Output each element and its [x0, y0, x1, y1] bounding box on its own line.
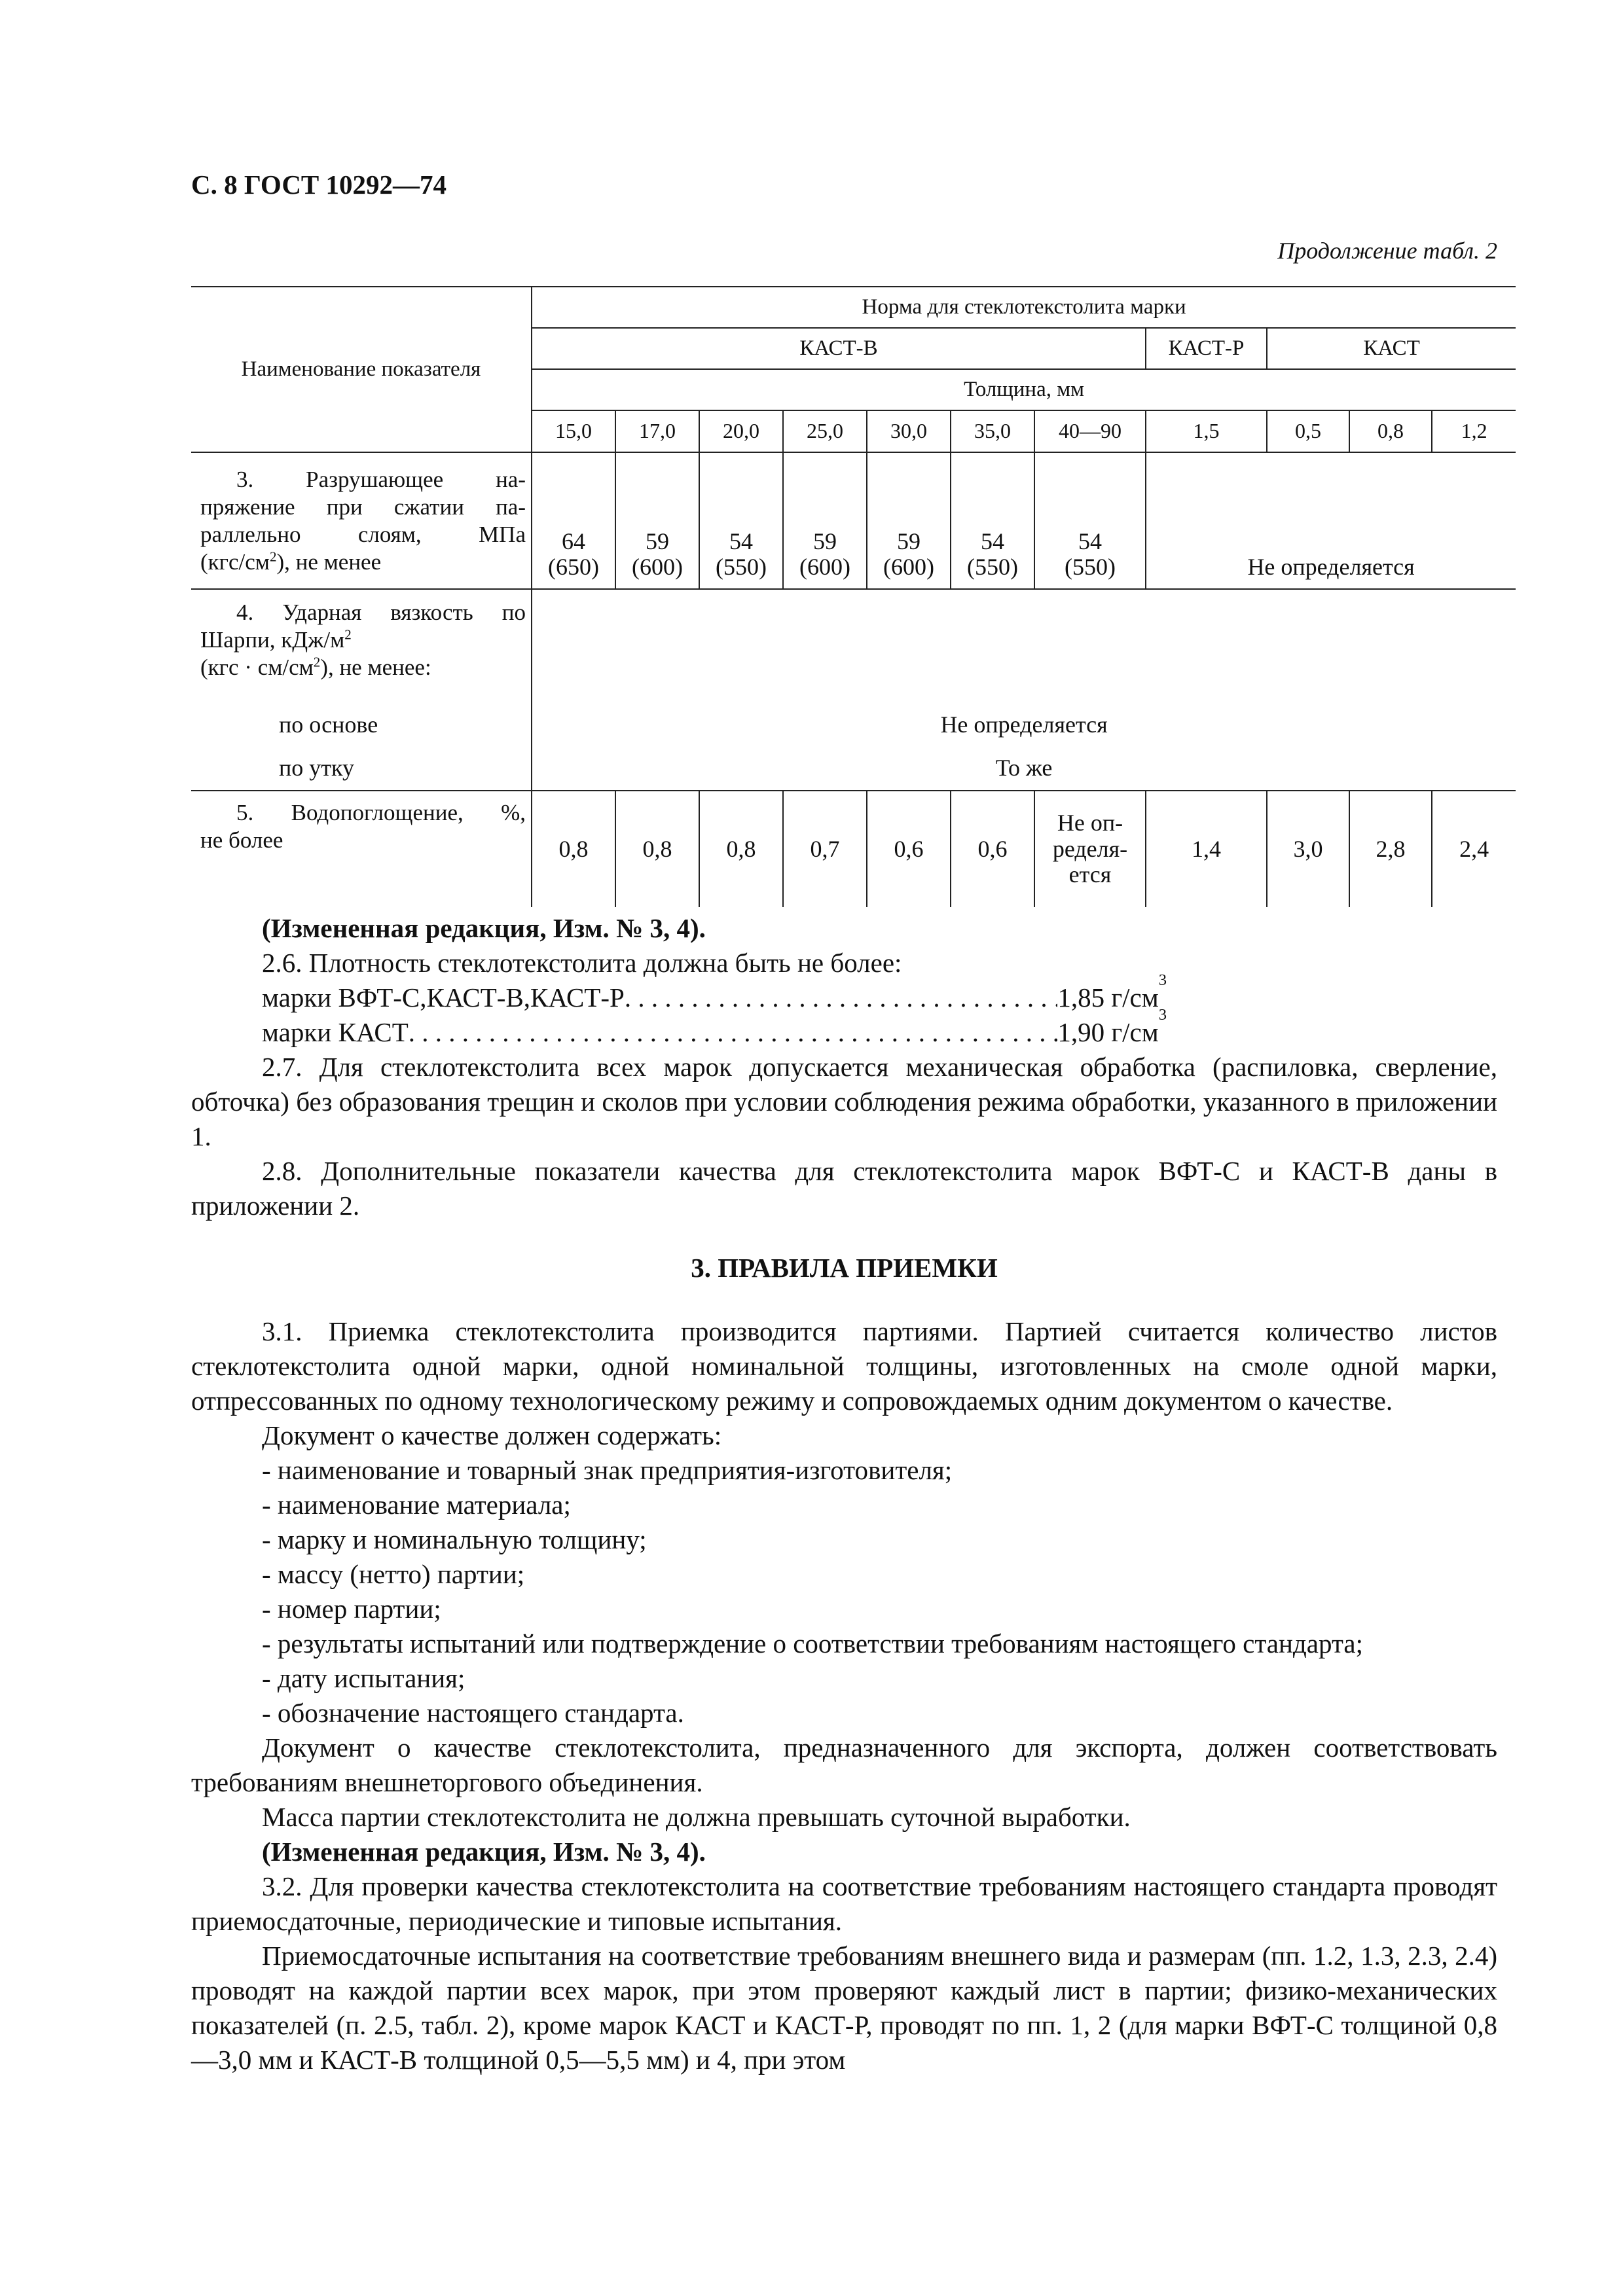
not-determined-cell: Не определяется: [1146, 452, 1516, 589]
list-item: - дату испытания;: [262, 1663, 465, 1693]
row-label-compression: [191, 452, 532, 589]
table-row-compression: [191, 452, 1516, 589]
list-item: - массу (нетто) партии;: [262, 1559, 525, 1589]
paragraph-2-6: 2.6. Плотность стеклотекстолита должна быть не более:: [262, 948, 902, 978]
norm-header: Норма для стеклотекстолита марки: [532, 287, 1516, 328]
value-cell: 0,6: [951, 791, 1034, 907]
list-item: - результаты испытаний или подтверждение о соответствии требованиям настоящего стандарта;: [262, 1628, 1363, 1659]
value-cell: 2,4: [1432, 791, 1516, 907]
label-line: не более: [200, 827, 283, 853]
paragraph-2-8: 2.8. Дополнительные показатели качества для стеклотекстолита марок ВФТ-С и КАСТ-В даны в приложении 2.: [191, 1156, 1497, 1221]
label-line: 5. Водопоглощение, %,: [236, 800, 526, 825]
table-row-impact-weft: [191, 747, 1516, 791]
thickness-cell: 0,5: [1267, 410, 1349, 452]
list-item: - наименование и товарный знак предприятия-изготовителя;: [262, 1455, 953, 1485]
thickness-cell: 1,2: [1432, 410, 1516, 452]
grade-kast-r: КАСТ-Р: [1146, 328, 1267, 369]
row-label-water: [191, 791, 532, 907]
thickness-cell: 40—90: [1034, 410, 1146, 452]
label-line: раллельно слоям, МПа: [200, 521, 526, 547]
value-cell: 1,4: [1146, 791, 1267, 907]
label-line: Шарпи, кДж/$м^2$: [200, 626, 352, 653]
paragraph-3-2: 3.2. Для проверки качества стеклотекстолита на соответствие требованиям настоящего стандарта проводят приемосдаточные, периодические и типовые испытания.: [191, 1871, 1497, 1936]
table-header-row: [191, 287, 1516, 328]
table-caption: Продолжение табл. 2: [1277, 238, 1497, 264]
paragraph-2-7: 2.7. Для стеклотекстолита всех марок допускается механическая обработка (распиловка, сверление, обточка) без образования трещин и сколов при условии соблюдения режима обработки, указанного в приложении 1.: [191, 1052, 1497, 1151]
body-text: [191, 911, 1497, 2077]
thickness-header: Толщина, мм: [532, 369, 1516, 410]
paragraph-3-1: 3.1. Приемка стеклотекстолита производится партиями. Партией считается количество листов стеклотекстолита одной марки, одной номинальной толщины, изготовленных на смоле одной марки, отпрессованных по одному технологическому режиму и сопровождаемых одним документом о качестве.: [191, 1316, 1497, 1416]
list-item: - номер партии;: [262, 1594, 441, 1624]
thickness-cell: 20,0: [699, 410, 783, 452]
row-label-warp: по основе: [191, 704, 532, 747]
list-item: - наименование материала;: [262, 1490, 571, 1520]
thickness-cell: 15,0: [532, 410, 615, 452]
density-line-2: марки КАСТ . . . 1,90 г/см 3: [191, 1015, 1167, 1050]
value-cell: 54 (550): [1034, 452, 1146, 589]
properties-table: [191, 286, 1516, 907]
list-item: - марку и номинальную толщину;: [262, 1524, 647, 1554]
density-line-1: марки ВФТ-С,КАСТ-В,КАСТ-Р . . . 1,85 г/см 3: [191, 980, 1167, 1015]
list-item: - обозначение настоящего стандарта.: [262, 1698, 684, 1728]
value-cell: 59 (600): [615, 452, 699, 589]
value-cell: 64 (650): [532, 452, 615, 589]
row-label-weft: по утку: [191, 747, 532, 791]
table-row-impact-warp: [191, 704, 1516, 747]
label-line: $(кгс \cdot см/см^2)$, не менее:: [200, 654, 431, 680]
value-cell: 0,8: [615, 791, 699, 907]
value-cell: 0,8: [532, 791, 615, 907]
value-cell: 54 (550): [699, 452, 783, 589]
thickness-cell: 17,0: [615, 410, 699, 452]
thickness-cell: 25,0: [783, 410, 867, 452]
thickness-cell: 35,0: [951, 410, 1034, 452]
table-row-impact: [191, 589, 1516, 704]
label-line: 3. Разрушающее на-: [236, 466, 526, 492]
thickness-cell: 1,5: [1146, 410, 1267, 452]
thickness-cell: 30,0: [867, 410, 951, 452]
value-cell: 3,0: [1267, 791, 1349, 907]
paragraph-3-2-acceptance: Приемосдаточные испытания на соответствие требованиям внешнего вида и размерам (пп. 1.2, 1.3, 2.3, 2.4) проводят на каждой партии всех марок, при этом проверяют каждый лист в партии; физико-механических показателей (п. 2.5, табл. 2), кроме марок КАСТ и КАСТ-Р, проводят по пп. 1, 2 (для марки ВФТ-С толщиной 0,8—3,0 мм и КАСТ-В толщиной 0,5—5,5 мм) и 4, при этом: [191, 1941, 1497, 2075]
grade-kast: КАСТ: [1267, 328, 1516, 369]
page-title: С. 8 ГОСТ 10292—74: [191, 170, 447, 200]
label-line: 4. Ударная вязкость по: [236, 600, 526, 625]
amendment-note: (Измененная редакция, Изм. № 3, 4).: [262, 1837, 706, 1867]
not-determined-cell: Не оп- ределя- ется: [1034, 791, 1146, 907]
grade-kast-v: КАСТ-В: [532, 328, 1146, 369]
thickness-cell: 0,8: [1349, 410, 1432, 452]
table-row-water-absorption: [191, 791, 1516, 907]
row-label-impact: [191, 589, 532, 704]
same-cell: То же: [532, 747, 1516, 791]
label-line: $(кгс/см^2)$, не менее: [200, 548, 382, 575]
not-determined-cell: Не определяется: [532, 704, 1516, 747]
value-cell: 59 (600): [867, 452, 951, 589]
amendment-note: (Измененная редакция, Изм. № 3, 4).: [262, 913, 706, 943]
value-cell: 0,8: [699, 791, 783, 907]
blank-cell: [532, 589, 1516, 704]
value-cell: 2,8: [1349, 791, 1432, 907]
section-title: 3. ПРАВИЛА ПРИЕМКИ: [691, 1253, 998, 1283]
label-line: пряжение при сжатии па-: [200, 493, 526, 520]
mass-paragraph: Масса партии стеклотекстолита не должна превышать суточной выработки.: [262, 1802, 1131, 1832]
col-header-indicator: Наименование показателя: [191, 287, 532, 452]
value-cell: 59 (600): [783, 452, 867, 589]
value-cell: 0,7: [783, 791, 867, 907]
export-doc-paragraph: Документ о качестве стеклотекстолита, предназначенного для экспорта, должен соответствовать требованиям внешнеторгового объединения.: [191, 1732, 1497, 1797]
doc-intro: Документ о качестве должен содержать:: [262, 1420, 722, 1450]
value-cell: 54 (550): [951, 452, 1034, 589]
value-cell: 0,6: [867, 791, 951, 907]
